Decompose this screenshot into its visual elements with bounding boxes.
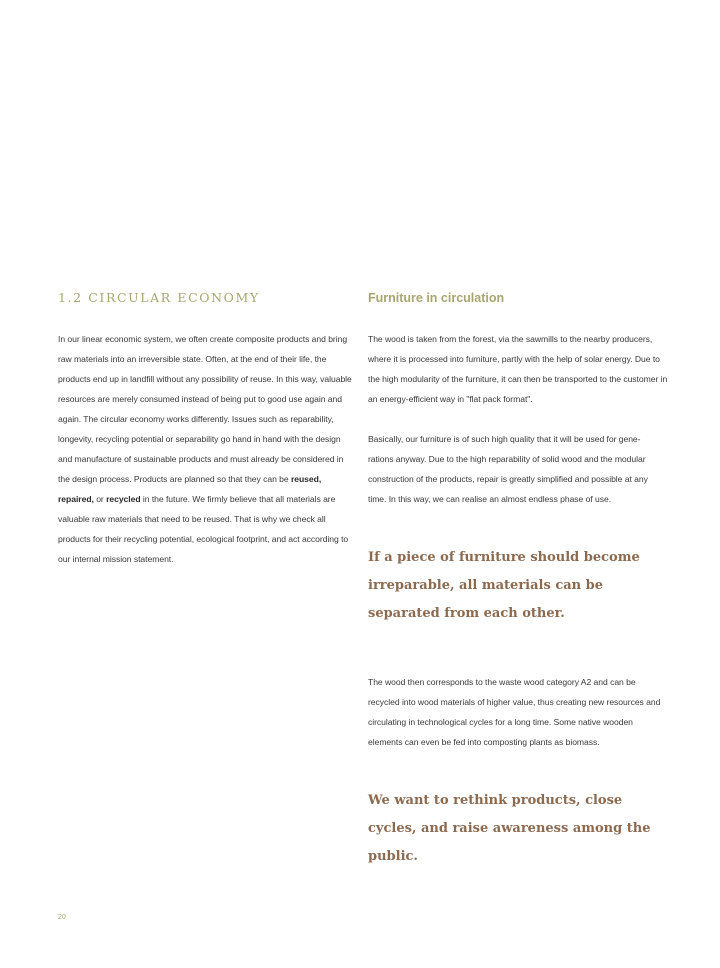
- bold-reused-repaired: reused, repaired,: [58, 474, 322, 504]
- circulation-paragraph-3: The wood then corresponds to the waste wood category A2 and can be recycled into wood materials of higher value, thus creating new resources and circulating in technological cycles for a long time. Some native wooden elements can even be fed into composting plants as biomass.: [368, 677, 661, 747]
- page-number: 20: [58, 914, 66, 921]
- left-column: [58, 288, 352, 569]
- pull-quote-separable: If a piece of furniture should become irreparable, all materials can be separated from each other.: [368, 550, 640, 621]
- right-column: [368, 288, 668, 871]
- circulation-heading: Furniture in circulation: [368, 291, 505, 305]
- bold-recycled: recycled: [106, 494, 141, 504]
- body-outro-text: in the future. We firmly believe that all materials are valuable raw materials that need to be reused. That is why we check all products for their recycling potential, ecological footprint, and act according to our internal mission statement.: [58, 494, 349, 564]
- circulation-paragraph-2: Basically, our furniture is of such high quality that it will be used for gene- rations anyway. Due to the high reparability of solid wood and the modular construction of the products, repair is greatly simplified and possible at any time. In this way, we can realise an almost endless phase of use.: [368, 434, 648, 504]
- circular-economy-body: [58, 329, 352, 569]
- body-intro-text: In our linear economic system, we often create composite products and bring raw materials into an irreversible state. Often, at the end of their life, the products end up in landfill without any possibility of reuse. In this way, valuable resources are merely consumed instead of being put to good use again and again. The circular economy works differently. Issues such as reparability, longevity, recycling potential or separability go hand in hand with the design and manufacture of sustainable products and must already be considered in the design process. Products are planned so that they can be: [58, 334, 352, 484]
- or-text: or: [93, 494, 107, 504]
- circulation-paragraph-1: The wood is taken from the forest, via the sawmills to the nearby producers, where it is processed into furniture, partly with the help of solar energy. Due to the high modularity of the furniture, it can then be transported to the customer in an energy-efficient way in "flat pack format".: [368, 334, 668, 404]
- section-heading: 1.2 CIRCULAR ECONOMY: [58, 290, 260, 305]
- pull-quote-rethink: We want to rethink products, close cycles, and raise awareness among the public.: [368, 793, 651, 864]
